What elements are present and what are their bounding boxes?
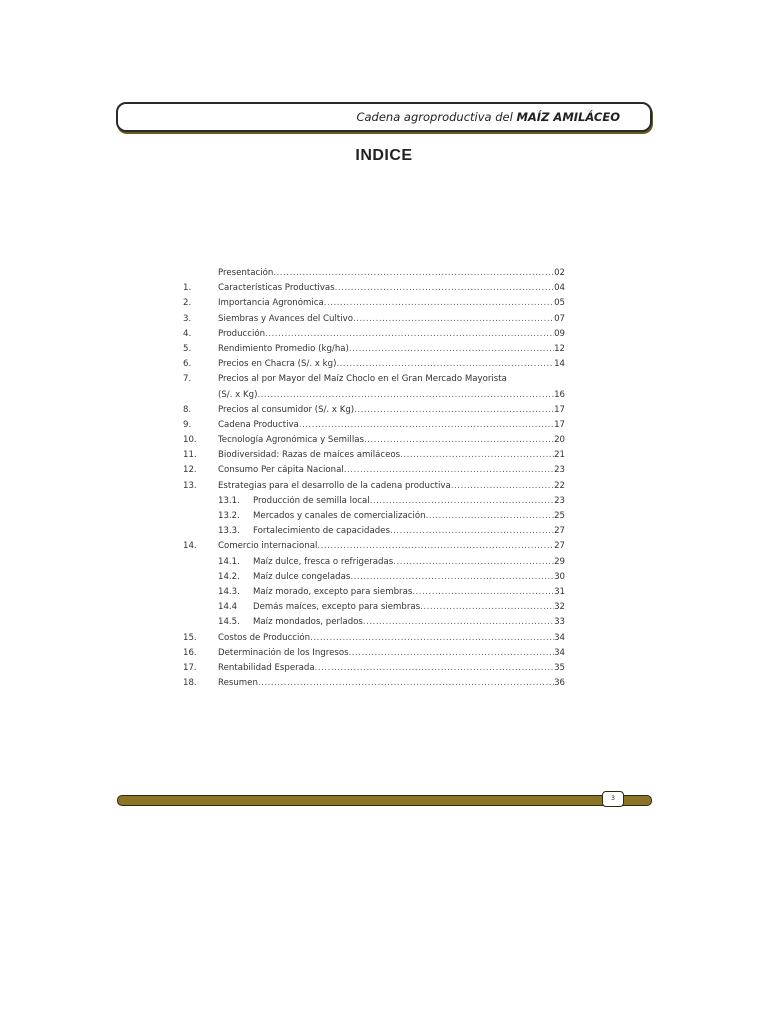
toc-entry-label: Estrategias para el desarrollo de la cadena productiva [218, 480, 451, 491]
toc-leader-dots [335, 283, 554, 293]
toc-entry-label: Precios al consumidor (S/. x Kg) [218, 404, 355, 415]
header-banner [116, 102, 652, 132]
toc-entry[interactable] [183, 450, 565, 465]
toc-entry-page: 23 [554, 465, 565, 476]
toc-entry[interactable] [183, 268, 565, 283]
toc-entry-number: 8. [183, 404, 192, 415]
toc-entry-label: Maíz mondados, perlados [253, 617, 363, 628]
toc-entry-number: 11. [183, 450, 197, 461]
toc-entry-page: 27 [554, 526, 565, 537]
toc-leader-dots [370, 496, 554, 506]
toc-entry-number: 16. [183, 647, 197, 658]
toc-entry-page: 04 [554, 283, 565, 294]
toc-entry-number: 10. [183, 435, 197, 446]
toc-entry[interactable] [183, 617, 565, 632]
toc-entry-label: Maíz morado, excepto para siembras [253, 586, 413, 597]
toc-entry[interactable] [183, 572, 565, 587]
toc-entry[interactable] [183, 435, 565, 450]
toc-entry-number: 14.1. [218, 556, 240, 567]
toc-entry-page: 14 [554, 359, 565, 370]
toc-entry[interactable] [183, 481, 565, 496]
toc-entry-number: 15. [183, 632, 197, 643]
toc-leader-dots [426, 511, 554, 521]
toc-entry-page: 17 [554, 419, 565, 430]
toc-entry[interactable] [183, 678, 565, 693]
toc-leader-dots [420, 602, 554, 612]
toc-entry-label: Precios al por Mayor del Maíz Choclo en el Gran Mercado Mayorista [218, 374, 507, 385]
table-of-contents [183, 268, 565, 693]
toc-leader-dots [258, 678, 554, 688]
toc-entry-page: 30 [554, 571, 565, 582]
toc-entry[interactable] [183, 298, 565, 313]
toc-entry-label: Demás maíces, excepto para siembras [253, 602, 421, 613]
toc-entry-number: 6. [183, 359, 192, 370]
toc-entry-label: Presentación [218, 268, 274, 278]
toc-leader-dots [350, 572, 554, 582]
toc-entry-page: 36 [554, 678, 565, 689]
toc-entry-number: 14.3. [218, 586, 240, 597]
toc-entry[interactable] [183, 633, 565, 648]
toc-entry[interactable] [183, 374, 565, 389]
toc-leader-dots [310, 633, 554, 643]
toc-leader-dots [393, 557, 554, 567]
toc-entry-number: 13.1. [218, 495, 240, 506]
toc-entry-label: Importancia Agronómica [218, 298, 324, 309]
toc-entry-label: Cadena Productiva [218, 419, 299, 430]
toc-entry-number: 17. [183, 662, 197, 673]
toc-entry-label: Comercio internacional [218, 541, 318, 552]
toc-leader-dots [349, 648, 554, 658]
toc-entry-page: 09 [554, 328, 565, 339]
toc-entry-label: Maíz dulce congeladas [253, 571, 351, 582]
footer-bar [117, 795, 652, 806]
toc-entry[interactable] [183, 344, 565, 359]
toc-entry-number: 3. [183, 313, 192, 324]
header-title [356, 110, 620, 124]
toc-entry-number: 1. [183, 283, 192, 294]
toc-entry-page: 05 [554, 298, 565, 309]
toc-entry[interactable] [183, 663, 565, 678]
toc-entry-number: 13.2. [218, 511, 240, 521]
header-title-prefix: Cadena agroproductiva del [356, 110, 517, 124]
toc-entry-label: Determinación de los Ingresos [218, 647, 349, 658]
toc-leader-dots [363, 617, 554, 627]
toc-entry-label: Precios en Chacra (S/. x kg) [218, 359, 337, 370]
toc-entry-number: 14.4 [218, 602, 238, 613]
toc-entry-label: Resumen [218, 678, 258, 689]
toc-entry[interactable] [183, 283, 565, 298]
toc-leader-dots [324, 298, 554, 308]
toc-entry-number: 14.5. [218, 617, 240, 628]
toc-leader-dots [354, 405, 554, 415]
toc-leader-dots [349, 344, 554, 354]
toc-entry[interactable] [183, 587, 565, 602]
toc-entry-number: 7. [183, 374, 192, 385]
toc-entry-number: 9. [183, 419, 192, 430]
toc-entry-label: (S/. x Kg) [218, 389, 258, 400]
toc-entry[interactable] [183, 526, 565, 541]
toc-entry-page: 23 [554, 495, 565, 506]
toc-entry-number: 13.3. [218, 526, 240, 537]
toc-entry-page: 16 [554, 389, 565, 400]
toc-entry-page: 34 [554, 632, 565, 643]
toc-entry-page: 25 [554, 511, 565, 521]
toc-entry-label: Producción de semilla local [253, 495, 370, 506]
toc-entry-number: 4. [183, 328, 192, 339]
toc-entry-page: 07 [554, 313, 565, 324]
toc-entry-page: 31 [554, 586, 565, 597]
toc-entry-page: 33 [554, 617, 565, 628]
toc-entry-label: Maíz dulce, fresca o refrigeradas [253, 556, 394, 567]
toc-entry-page: 34 [554, 647, 565, 658]
page-number: 3 [602, 791, 624, 807]
toc-leader-dots [315, 663, 554, 673]
toc-entry-page: 20 [554, 435, 565, 446]
toc-entry-label: Fortalecimiento de capacidades [253, 526, 390, 537]
toc-entry[interactable] [183, 465, 565, 480]
toc-entry-page: 12 [554, 343, 565, 354]
toc-entry[interactable] [183, 329, 565, 344]
toc-entry-label: Tecnología Agronómica y Semillas [218, 435, 364, 446]
toc-entry-label: Costos de Producción [218, 632, 311, 643]
toc-entry-page: 35 [554, 662, 565, 673]
toc-entry-number: 2. [183, 298, 192, 309]
toc-leader-dots [353, 314, 554, 324]
toc-entry-label: Siembras y Avances del Cultivo [218, 313, 353, 324]
toc-leader-dots [257, 390, 554, 400]
toc-entry-page: 27 [554, 541, 565, 552]
toc-entry[interactable] [183, 405, 565, 420]
toc-leader-dots [412, 587, 554, 597]
toc-entry-number: 5. [183, 343, 192, 354]
header-title-bold: MAÍZ AMILÁCEO [516, 110, 620, 124]
toc-entry-page: 29 [554, 556, 565, 567]
toc-entry-number: 13. [183, 480, 197, 491]
toc-leader-dots [400, 450, 554, 460]
toc-entry-label: Rendimiento Promedio (kg/ha) [218, 343, 349, 354]
toc-entry[interactable] [183, 314, 565, 329]
toc-leader-dots [336, 359, 554, 369]
toc-entry-label: Características Productivas [218, 283, 335, 294]
toc-leader-dots [265, 329, 554, 339]
toc-entry-page: 21 [554, 450, 565, 461]
toc-entry-page: 17 [554, 404, 565, 415]
toc-entry-number: 14. [183, 541, 197, 552]
toc-leader-dots [273, 268, 554, 278]
toc-leader-dots [317, 541, 554, 551]
toc-leader-dots [299, 420, 554, 430]
toc-entry[interactable] [183, 648, 565, 663]
toc-entry[interactable] [183, 602, 565, 617]
toc-entry-label: Mercados y canales de comercialización [253, 511, 426, 521]
page-title: INDICE [355, 147, 413, 164]
toc-leader-dots [451, 481, 554, 491]
toc-entry[interactable] [183, 496, 565, 511]
toc-entry[interactable] [183, 359, 565, 374]
toc-entry[interactable] [183, 420, 565, 435]
toc-entry-page: 32 [554, 602, 565, 613]
toc-entry-number: 18. [183, 678, 197, 689]
toc-entry-page: 02 [554, 268, 565, 278]
toc-entry-number: 14.2. [218, 571, 240, 582]
toc-entry-label: Biodiversidad: Razas de maíces amiláceos [218, 450, 401, 461]
toc-entry-label: Producción [218, 328, 266, 339]
toc-entry-label: Rentabilidad Esperada [218, 662, 315, 673]
toc-entry[interactable] [183, 390, 565, 405]
toc-leader-dots [364, 435, 554, 445]
toc-entry[interactable] [183, 557, 565, 572]
toc-leader-dots [390, 526, 554, 536]
toc-entry-number: 12. [183, 465, 197, 476]
toc-entry-label: Consumo Per cápita Nacional [218, 465, 344, 476]
toc-entry[interactable] [183, 541, 565, 556]
toc-leader-dots [344, 465, 554, 475]
toc-entry-page: 22 [554, 480, 565, 491]
toc-entry[interactable] [183, 511, 565, 526]
